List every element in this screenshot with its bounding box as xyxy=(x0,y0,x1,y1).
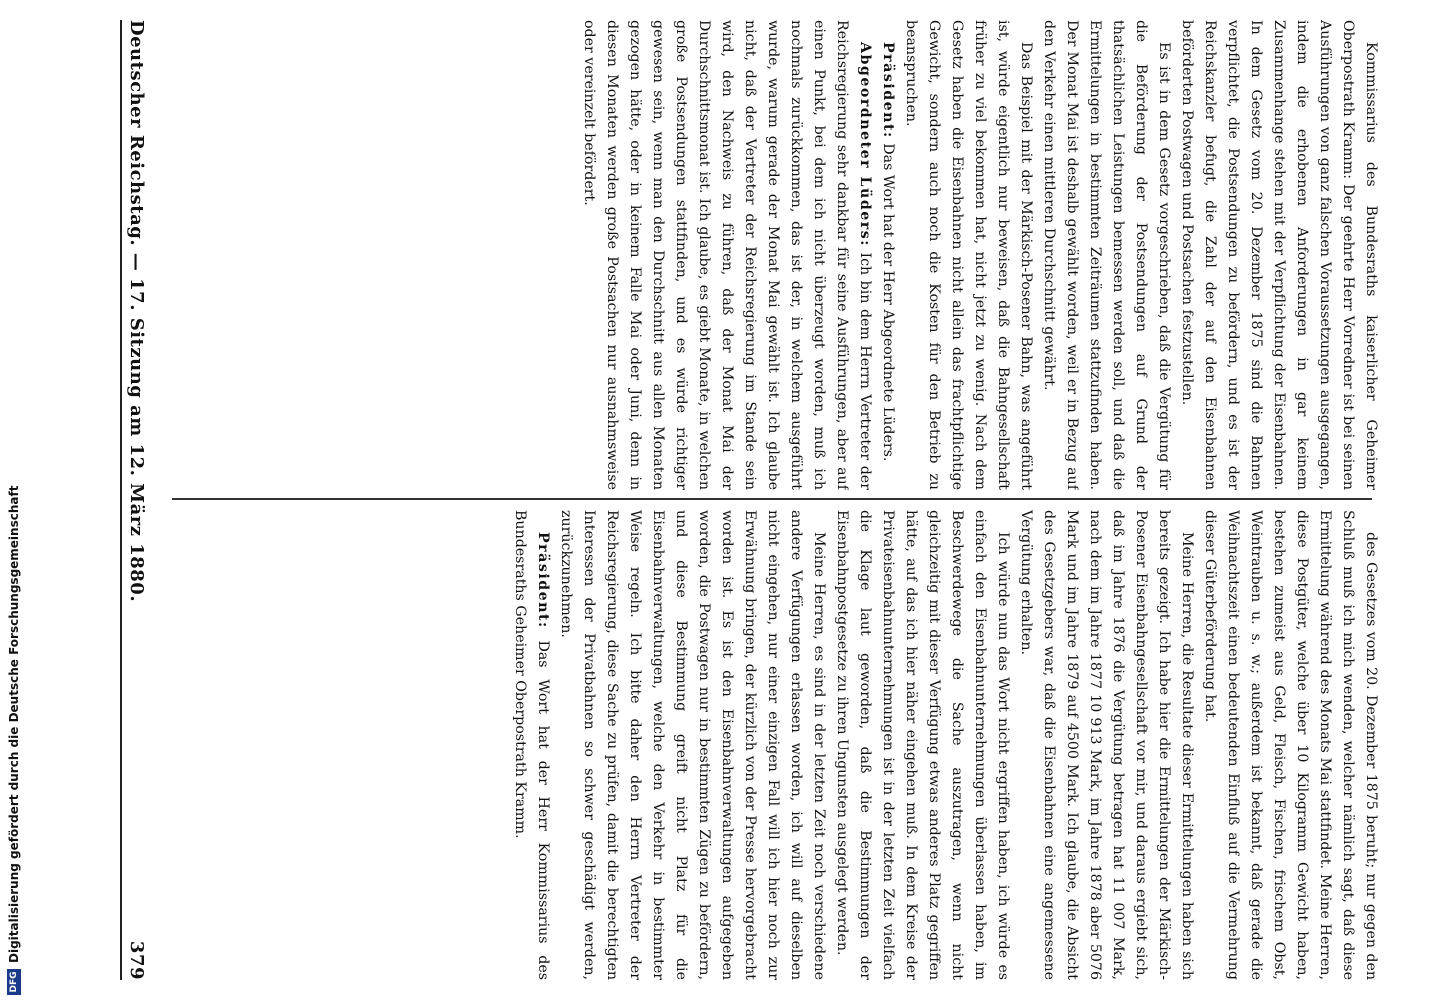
paragraph-text: Ich bin dem Herrn Vertreter der Reichsregierung sehr dankbar für seine Ausführungen, aber auf einen Punkt, bei dem ich nicht überzeugt worden, muß ich nochmals zurückkommen, das ist der, in welchem ausgeführt wurde, warum gerade der Monat Mai gewählt ist. Ich glaube nicht, daß der Vertreter der Reichsregierung im Stande sein wird, den Nachweis zu führen, daß der Monat Mai der Durchschnittsmonat ist. Ich glaube, es giebt Monate, in welchen große Postsendungen stattfinden, und es würde richtiger gewesen sein, wenn man den Durchschnitt aus allen Monaten gezogen hätte, oder in keinem Falle Mai oder Juni, denn in diesen Monaten werden große Postsachen nur ausnahmsweise oder vereinzelt befördert. xyxy=(581,20,873,490)
paragraph-text: des Gesetzes vom 20. Dezember 1875 beruht; nur gegen den Schluß muß ich mich wenden, welcher nämlich sagt, daß diese Ermittelung während des Monats Mai stattfindet. Meine Herren, diese Postgüter, welche über 10 Kilogramm Gewicht haben, bestehen zumeist aus Geld, Fleisch, Fischen, frischem Obst, Weintrauben u. s. w.; außerdem ist bekannt, daß gerade die Weihnachtszeit einen bedeutenden Einfluß auf die Vermehrung dieser Güterbeförderung hat. xyxy=(1202,510,1379,980)
credit-text: Digitalisierung gefördert durch die Deutsche Forschungsgemeinschaft xyxy=(7,485,21,963)
paragraph xyxy=(899,20,1037,490)
speaker-label: Präsident: xyxy=(535,532,551,629)
paragraph-text: Kommissarius des Bundesraths kaiserlicher Geheimer Oberpostrath Kramm: Der geehrte Herr Vorredner ist bei seinen Ausführungen von ganz falschen Voraussetzungen ausgegangen, indem die erhobenen Anforderungen in gar keinem Zusammenhange stehen mit der Verpflichtung der Eisenbahnen. In dem Gesetz vom 20. Dezember 1875 sind die Bahnen verpflichtet, die Postsendungen zu befördern, und es ist der Reichskanzler befugt, die Zahl der auf den Eisenbahnen beförderten Postwagen und Postsachen festzustellen. xyxy=(1179,20,1379,490)
paragraph xyxy=(1014,510,1198,980)
paragraph-text: Das Beispiel mit der Märkisch-Posener Bahn, was angeführt ist, würde eigentlich nur beweisen, daß die Bahngesellschaft früher zu viel bekommen hat, nicht jetzt zu wenig. Nach dem Gesetz haben die Eisenbahnen nicht allein das frachtpflichtige Gewicht, sondern auch noch die Kosten für den Betrieb zu beanspruchen. xyxy=(903,20,1034,490)
speaker-label: Abgeordneter Lüders: xyxy=(857,42,873,247)
paragraph-text: Ich würde nun das Wort nicht ergriffen haben, ich würde es einfach den Eisenbahnunternehmungen überlassen haben, im Beschwerdewege die Sache auszutragen, wenn nicht gleichzeitig mit dieser Verfügung etwas anderes Platz gegriffen hätte, auf das ich hier näher eingehen muß. In dem Kreise der Privateisenbahnunternehmungen ist in der letzten Zeit vielfach die Klage laut geworden, daß die Bestimmungen der Eisenbahnpostgesetze zu ihren Ungunsten ausgelegt werden. xyxy=(834,510,1011,980)
right-column xyxy=(157,510,1382,980)
paragraph xyxy=(1037,20,1175,490)
paragraph-text: Es ist in dem Gesetz vorgeschrieben, daß die Vergütung für die Beförderung der Postsendungen auf Grund der thatsächlichen Leistungen bemessen werden soll, und daß die Ermittelungen in bestimmten Zeiträumen stattzufinden haben. Der Monat Mai ist deshalb gewählt worden, weil er in Bezug auf den Verkehr einen mittleren Durchschnitt gewährt. xyxy=(1041,20,1172,490)
paragraph xyxy=(1175,20,1382,490)
left-column xyxy=(157,20,1382,490)
running-header xyxy=(122,20,152,980)
paragraph xyxy=(508,510,554,980)
header-rule xyxy=(120,20,122,980)
paragraph xyxy=(830,510,1014,980)
paragraph-text: Meine Herren, die Resultate dieser Ermittelungen haben sich bereits gezeigt. Ich habe hier die Ermittelungen der Märkisch-Posener Eisenbahngesellschaft vor mir, und daraus ergiebt sich, daß im Jahre 1876 die Vergütung betragen hat 11 007 Mark, nach dem im Jahre 1877 10 913 Mark, im Jahre 1878 aber 5076 Mark und im Jahre 1879 auf 4500 Mark. Ich glaube, die Absicht des Gesetzgebers war, daß die Eisenbahnen eine angemessene Vergütung erhalten. xyxy=(1018,510,1195,980)
speaker-label: Präsident: xyxy=(880,42,896,139)
column-divider xyxy=(172,498,1372,500)
paragraph-text: Meine Herren, es sind in der letzten Zeit noch verschiedene andere Verfügungen erlassen worden, ich will auf dieselben nicht eingehen, nur einer einzigen Fall will ich hier noch zur Erwähnung bringen, der kürzlich von der Presse hervorgebracht worden ist. Es ist den Eisenbahnverwaltungen aufgegeben worden, die Postwagen nur in bestimmten Zügen zu befördern, und diese Bestimmung greift nicht Platz für die Eisenbahnverwaltungen, welche den Verkehr in bestimmter Weise regeln. Ich bitte daher den Herrn Vertreter der Reichsregierung, diese Sache zu prüfen, damit die berechtigten Interessen der Privatbahnen so schwer geschädigt werden, zurückzunehmen. xyxy=(558,510,827,980)
paragraph xyxy=(577,20,876,490)
paragraph xyxy=(876,20,899,490)
running-title: Deutscher Reichstag. — 17. Sitzung am 12. März 1880. xyxy=(126,20,148,603)
digitization-credit xyxy=(2,15,26,995)
dfg-logo-icon: DFG xyxy=(7,969,21,995)
paragraph-text: Das Wort hat der Herr Kommissarius des Bundesraths Geheimer Oberpostrath Kramm. xyxy=(512,510,551,980)
paragraph xyxy=(1198,510,1382,980)
page-number: 379 xyxy=(126,940,148,980)
paragraph-text: Das Wort hat der Herr Abgeordnete Lüders. xyxy=(880,143,896,462)
paragraph xyxy=(554,510,830,980)
